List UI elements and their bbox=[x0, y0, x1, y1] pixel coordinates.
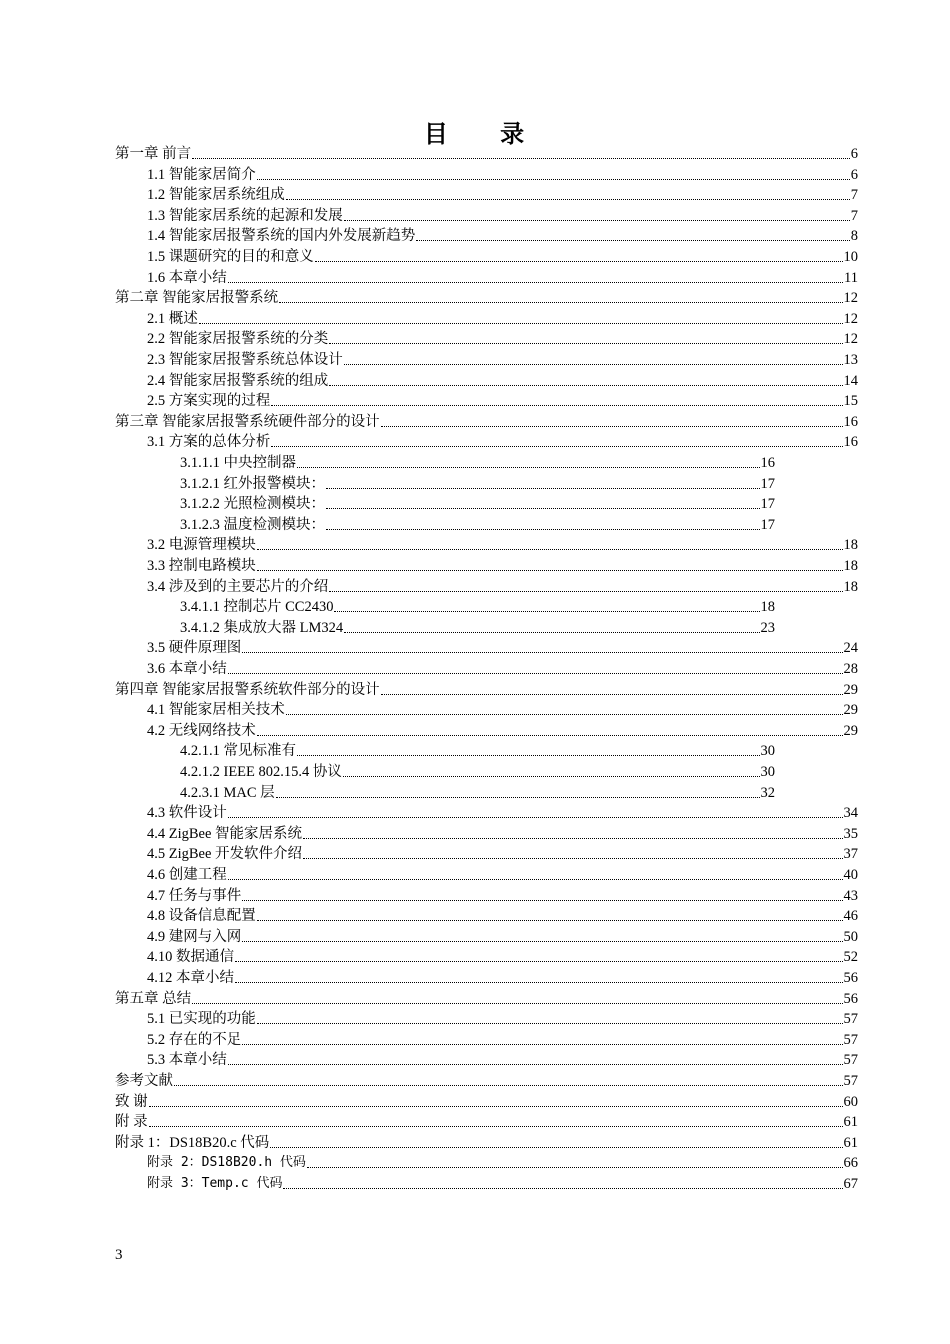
toc-entry[interactable] bbox=[115, 988, 858, 1008]
toc-entry-page: 60 bbox=[843, 1093, 858, 1110]
dot-leader bbox=[297, 754, 760, 756]
dot-leader bbox=[283, 1187, 842, 1189]
toc-entry-label: 4.9 建网与入网 bbox=[147, 928, 242, 945]
dot-leader bbox=[192, 157, 850, 159]
toc-entry-page: 15 bbox=[843, 393, 858, 410]
dot-leader bbox=[242, 651, 842, 653]
dot-leader bbox=[381, 425, 843, 427]
toc-entry-page: 52 bbox=[843, 949, 858, 966]
toc-entry-label: 5.3 本章小结 bbox=[147, 1052, 227, 1069]
toc-entry-page: 46 bbox=[843, 908, 858, 925]
dot-leader bbox=[334, 610, 759, 612]
toc-entry-label: 4.4 ZigBee 智能家居系统 bbox=[147, 825, 303, 842]
dot-leader bbox=[303, 837, 842, 839]
toc-entry[interactable] bbox=[147, 658, 858, 678]
toc-entry-page: 57 bbox=[843, 1011, 858, 1028]
toc-entry[interactable] bbox=[147, 823, 858, 843]
toc-entry-label: 3.1.2.1 红外报警模块： bbox=[180, 475, 325, 492]
dot-leader bbox=[303, 857, 842, 859]
toc-entry-label: 第三章 智能家居报警系统硬件部分的设计 bbox=[115, 413, 380, 430]
dot-leader bbox=[271, 404, 842, 406]
toc-entry-label: 3.6 本章小结 bbox=[147, 661, 227, 677]
toc-entry-page: 56 bbox=[843, 990, 858, 1007]
toc-entry-page: 10 bbox=[843, 249, 858, 265]
toc-entry[interactable] bbox=[115, 143, 858, 163]
dot-leader bbox=[344, 219, 850, 221]
toc-entry[interactable] bbox=[180, 473, 775, 493]
toc-entry[interactable] bbox=[147, 555, 858, 575]
toc-entry[interactable] bbox=[180, 617, 775, 637]
toc-entry-label: 4.1 智能家居相关技术 bbox=[147, 702, 285, 719]
toc-entry-page: 16 bbox=[760, 455, 775, 471]
toc-entry[interactable] bbox=[115, 1091, 858, 1111]
toc-entry-label: 1.4 智能家居报警系统的国内外发展新趋势 bbox=[147, 228, 416, 245]
toc-entry-label: 5.2 存在的不足 bbox=[147, 1031, 242, 1048]
toc-entry-label: 3.1.2.2 光照检测模块： bbox=[180, 496, 325, 513]
toc-entry-page: 32 bbox=[760, 784, 775, 801]
dot-leader bbox=[242, 1043, 842, 1045]
dot-leader bbox=[257, 178, 850, 180]
toc-entry-page: 30 bbox=[760, 764, 775, 780]
toc-entry[interactable] bbox=[115, 679, 858, 699]
dot-leader bbox=[228, 672, 843, 674]
toc-entry[interactable] bbox=[180, 452, 775, 472]
toc-entry-page: 7 bbox=[850, 187, 858, 204]
toc-entry-label: 4.6 创建工程 bbox=[147, 867, 227, 883]
toc-entry-label: 3.1.2.3 温度检测模块： bbox=[180, 516, 325, 533]
dot-leader bbox=[257, 548, 843, 550]
toc-entry[interactable] bbox=[180, 761, 775, 781]
dot-leader bbox=[326, 487, 760, 489]
dot-leader bbox=[257, 1022, 843, 1024]
toc-entry-label: 附录 2：DS18B20.h 代码 bbox=[147, 1155, 306, 1171]
toc-entry-page: 23 bbox=[760, 619, 775, 636]
toc-entry[interactable] bbox=[180, 493, 775, 513]
dot-leader bbox=[315, 260, 843, 262]
toc-entry-label: 2.3 智能家居报警系统总体设计 bbox=[147, 352, 343, 368]
toc-entry-page: 14 bbox=[843, 372, 858, 389]
toc-entry[interactable] bbox=[115, 1070, 858, 1090]
toc-entry[interactable] bbox=[147, 926, 858, 946]
dot-leader bbox=[257, 919, 843, 921]
toc-entry[interactable] bbox=[147, 720, 858, 740]
toc-entry-page: 8 bbox=[850, 228, 858, 245]
toc-entry-label: 4.10 数据通信 bbox=[147, 949, 234, 966]
dot-leader bbox=[344, 631, 759, 633]
toc-entry-page: 67 bbox=[843, 1176, 858, 1192]
toc-entry[interactable] bbox=[147, 946, 858, 966]
toc-entry-page: 18 bbox=[843, 578, 858, 595]
toc-entry-page: 17 bbox=[760, 516, 775, 533]
toc-entry[interactable] bbox=[180, 740, 775, 760]
toc-entry-page: 18 bbox=[843, 537, 858, 554]
toc-entry-page: 57 bbox=[843, 1073, 858, 1089]
toc-entry-label: 3.1.1.1 中央控制器 bbox=[180, 455, 296, 471]
toc-entry[interactable] bbox=[147, 699, 858, 719]
toc-entry-label: 附录 1：DS18B20.c 代码 bbox=[115, 1134, 270, 1151]
toc-title: 目 录 bbox=[423, 120, 547, 148]
toc-entry-page: 61 bbox=[843, 1114, 858, 1131]
toc-entry[interactable] bbox=[115, 287, 858, 307]
toc-entry-page: 18 bbox=[760, 599, 775, 616]
toc-entry[interactable] bbox=[147, 267, 858, 287]
toc-entry-page: 40 bbox=[843, 867, 858, 883]
toc-entry-label: 3.4.1.1 控制芯片 CC2430 bbox=[180, 599, 334, 616]
toc-entry[interactable] bbox=[147, 431, 858, 451]
toc-entry-label: 1.5 课题研究的目的和意义 bbox=[147, 249, 314, 265]
dot-leader bbox=[326, 528, 760, 530]
dot-leader bbox=[192, 1002, 842, 1004]
toc-entry-page: 16 bbox=[843, 413, 858, 430]
toc-entry-page: 43 bbox=[843, 887, 858, 904]
toc-entry-label: 1.1 智能家居简介 bbox=[147, 166, 256, 183]
dot-leader bbox=[257, 569, 843, 571]
dot-leader bbox=[329, 342, 842, 344]
toc-entry-page: 16 bbox=[843, 434, 858, 451]
toc-entry-page: 50 bbox=[843, 928, 858, 945]
toc-entry-label: 第四章 智能家居报警系统软件部分的设计 bbox=[115, 681, 380, 698]
dot-leader bbox=[329, 384, 842, 386]
dot-leader bbox=[416, 239, 850, 241]
toc-entry-label: 5.1 已实现的功能 bbox=[147, 1011, 256, 1028]
toc-entry-label: 致 谢 bbox=[115, 1093, 148, 1110]
dot-leader bbox=[149, 1125, 843, 1127]
dot-leader bbox=[174, 1084, 843, 1086]
toc-entry-label: 2.4 智能家居报警系统的组成 bbox=[147, 372, 329, 389]
toc-entry[interactable] bbox=[147, 1029, 858, 1049]
dot-leader bbox=[228, 281, 843, 283]
toc-entry[interactable] bbox=[147, 534, 858, 554]
toc-entry[interactable] bbox=[147, 885, 858, 905]
toc-entry[interactable] bbox=[147, 802, 858, 822]
toc-entry-label: 2.2 智能家居报警系统的分类 bbox=[147, 331, 329, 348]
dot-leader bbox=[343, 775, 760, 777]
toc-entry[interactable] bbox=[147, 390, 858, 410]
toc-entry-page: 66 bbox=[843, 1155, 858, 1172]
toc-entry[interactable] bbox=[147, 1049, 858, 1069]
toc-entry-page: 12 bbox=[843, 331, 858, 348]
toc-entry[interactable] bbox=[147, 246, 858, 266]
toc-entry-label: 4.12 本章小结 bbox=[147, 970, 234, 986]
toc-entry-label: 3.3 控制电路模块 bbox=[147, 558, 256, 574]
dot-leader bbox=[242, 940, 842, 942]
toc-entry-label: 4.7 任务与事件 bbox=[147, 887, 242, 904]
toc-entry-label: 4.2.3.1 MAC 层 bbox=[180, 784, 275, 801]
toc-entry-page: 17 bbox=[760, 496, 775, 513]
toc-entry[interactable] bbox=[180, 596, 775, 616]
toc-entry-page: 34 bbox=[843, 805, 858, 822]
toc-entry-page: 28 bbox=[843, 661, 858, 677]
toc-entry[interactable] bbox=[147, 1173, 858, 1193]
toc-entry-label: 4.5 ZigBee 开发软件介绍 bbox=[147, 846, 303, 863]
toc-entry-label: 第五章 总结 bbox=[115, 990, 192, 1007]
toc-entry[interactable] bbox=[115, 411, 858, 431]
toc-entry[interactable] bbox=[147, 328, 858, 348]
toc-entry[interactable] bbox=[115, 1111, 858, 1131]
toc-entry-label: 2.1 概述 bbox=[147, 310, 198, 327]
page-number: 3 bbox=[115, 1247, 123, 1263]
toc-entry-label: 3.5 硬件原理图 bbox=[147, 640, 242, 657]
dot-leader bbox=[279, 301, 842, 303]
toc-entry[interactable] bbox=[147, 637, 858, 657]
toc-entry-label: 附录 3：Temp.c 代码 bbox=[147, 1176, 283, 1191]
dot-leader bbox=[235, 981, 843, 983]
toc-entry-page: 12 bbox=[843, 310, 858, 327]
toc-entry-page: 17 bbox=[760, 475, 775, 492]
toc-entry[interactable] bbox=[147, 164, 858, 184]
dot-leader bbox=[329, 590, 842, 592]
toc-entry-label: 第一章 前言 bbox=[115, 146, 192, 162]
toc-entry-page: 11 bbox=[844, 269, 858, 286]
toc-entry-page: 6 bbox=[850, 146, 858, 162]
toc-entry-label: 第二章 智能家居报警系统 bbox=[115, 290, 279, 307]
toc-entry[interactable] bbox=[147, 184, 858, 204]
toc-entry[interactable] bbox=[147, 1008, 858, 1028]
toc-entry[interactable] bbox=[147, 370, 858, 390]
toc-entry[interactable] bbox=[147, 864, 858, 884]
toc-entry-page: 7 bbox=[850, 207, 858, 224]
toc-entry-page: 29 bbox=[843, 681, 858, 698]
toc-entry-page: 57 bbox=[843, 1031, 858, 1048]
toc-entry[interactable] bbox=[147, 1152, 858, 1172]
dot-leader bbox=[326, 507, 760, 509]
toc-entry-page: 24 bbox=[843, 640, 858, 657]
toc-entry-page: 37 bbox=[843, 846, 858, 863]
toc-entry[interactable] bbox=[147, 349, 858, 369]
toc-entry[interactable] bbox=[115, 1132, 858, 1152]
toc-entry-label: 1.2 智能家居系统组成 bbox=[147, 187, 285, 204]
toc-entry-label: 1.3 智能家居系统的起源和发展 bbox=[147, 207, 343, 224]
toc-entry-label: 3.4 涉及到的主要芯片的介绍 bbox=[147, 578, 329, 595]
dot-leader bbox=[344, 363, 843, 365]
toc-entry[interactable] bbox=[147, 843, 858, 863]
dot-leader bbox=[228, 878, 843, 880]
toc-entry-label: 4.3 软件设计 bbox=[147, 805, 227, 822]
dot-leader bbox=[149, 1105, 843, 1107]
toc-entry-page: 29 bbox=[843, 722, 858, 739]
toc-entry-label: 附 录 bbox=[115, 1114, 148, 1131]
toc-entry-page: 61 bbox=[843, 1134, 858, 1151]
toc-entry-label: 4.2.1.2 IEEE 802.15.4 协议 bbox=[180, 764, 342, 780]
dot-leader bbox=[199, 322, 843, 324]
toc-entry-label: 4.2.1.1 常见标准有 bbox=[180, 743, 296, 760]
dot-leader bbox=[228, 816, 843, 818]
toc-entry-label: 4.2 无线网络技术 bbox=[147, 722, 256, 739]
toc-entry-page: 6 bbox=[850, 166, 858, 183]
toc-entry-page: 30 bbox=[760, 743, 775, 760]
toc-entry-label: 3.1 方案的总体分析 bbox=[147, 434, 271, 451]
toc-entry-label: 3.2 电源管理模块 bbox=[147, 537, 256, 554]
toc-entry-page: 12 bbox=[843, 290, 858, 307]
dot-leader bbox=[257, 734, 843, 736]
toc-entry[interactable] bbox=[147, 205, 858, 225]
toc-entry-label: 4.8 设备信息配置 bbox=[147, 908, 256, 925]
toc-entry-label: 2.5 方案实现的过程 bbox=[147, 393, 271, 410]
dot-leader bbox=[286, 198, 850, 200]
toc-entry[interactable] bbox=[147, 905, 858, 925]
toc-entry[interactable] bbox=[180, 514, 775, 534]
toc-entry-label: 3.4.1.2 集成放大器 LM324 bbox=[180, 619, 344, 636]
toc-entry-page: 18 bbox=[843, 558, 858, 574]
dot-leader bbox=[242, 899, 842, 901]
dot-leader bbox=[228, 1063, 843, 1065]
toc-entry-page: 29 bbox=[843, 702, 858, 719]
toc-entry-page: 13 bbox=[843, 352, 858, 368]
toc-entry[interactable] bbox=[147, 225, 858, 245]
dot-leader bbox=[381, 693, 843, 695]
dot-leader bbox=[235, 960, 843, 962]
dot-leader bbox=[297, 466, 760, 468]
toc-entry[interactable] bbox=[147, 967, 858, 987]
toc-entry-label: 参考文献 bbox=[115, 1073, 173, 1089]
dot-leader bbox=[307, 1166, 843, 1168]
toc-entry-page: 35 bbox=[843, 825, 858, 842]
dot-leader bbox=[276, 796, 760, 798]
toc-entry-page: 56 bbox=[843, 970, 858, 986]
dot-leader bbox=[286, 713, 843, 715]
toc-entry[interactable] bbox=[147, 576, 858, 596]
dot-leader bbox=[270, 1146, 842, 1148]
dot-leader bbox=[271, 445, 842, 447]
toc-entry-page: 57 bbox=[843, 1052, 858, 1069]
toc-entry[interactable] bbox=[147, 308, 858, 328]
toc-entry-label: 1.6 本章小结 bbox=[147, 269, 227, 286]
toc-entry[interactable] bbox=[180, 782, 775, 802]
